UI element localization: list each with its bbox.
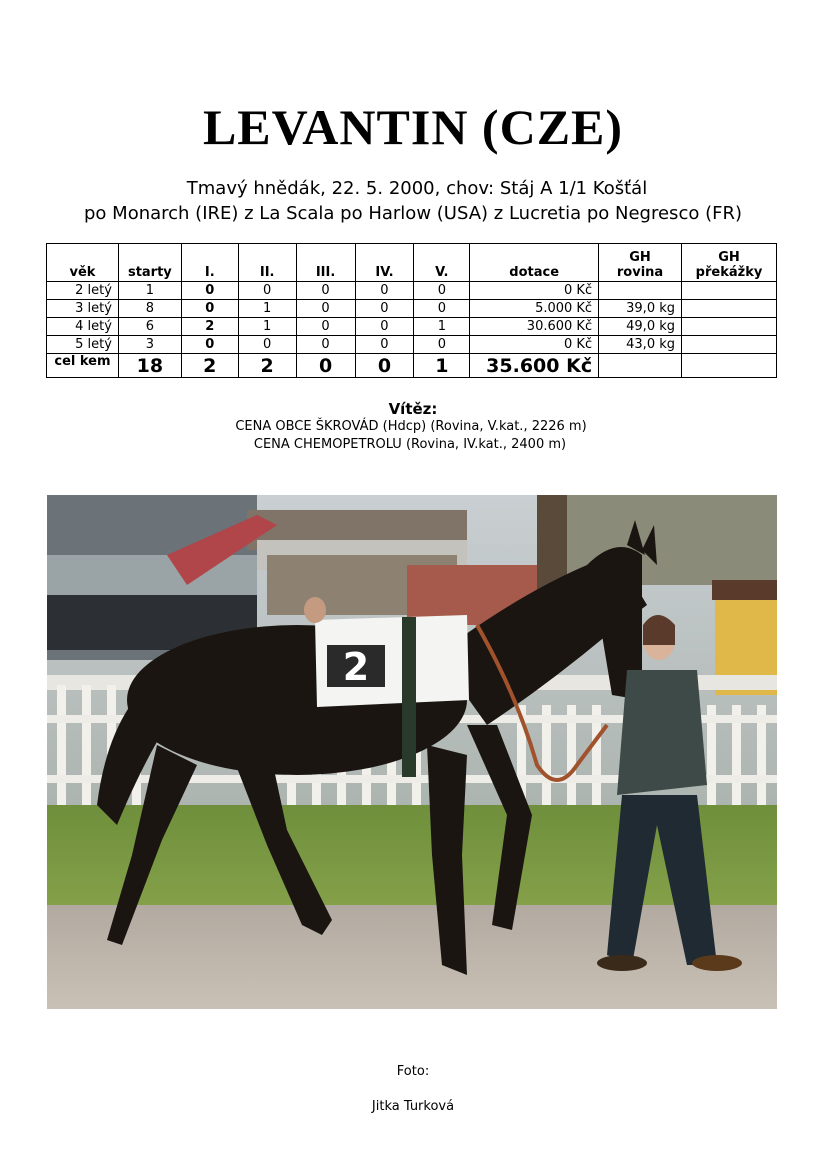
column-header: starty [118, 244, 181, 282]
total-cell: 18 [118, 354, 181, 378]
table-cell: 39,0 kg [599, 300, 682, 318]
table-cell: 0 [296, 300, 355, 318]
table-cell: 5 letý [47, 336, 119, 354]
table-cell: 3 letý [47, 300, 119, 318]
table-cell: 1 [118, 282, 181, 300]
horse-details: Tmavý hnědák, 22. 5. 2000, chov: Stáj A 1/1 Košťál [186, 178, 648, 199]
total-cell [682, 354, 777, 378]
table-cell: 43,0 kg [599, 336, 682, 354]
table-cell: 8 [118, 300, 181, 318]
winner-race-1: CENA OBCE ŠKROVÁD (Hdcp) (Rovina, V.kat., 2226 m) [235, 419, 587, 434]
table-cell: 0 [414, 300, 470, 318]
table-cell: 0 [181, 300, 238, 318]
table-cell: 2 [181, 318, 238, 336]
column-header: II. [238, 244, 296, 282]
photographer-name: Jitka Turková [371, 1099, 455, 1114]
saddle-cloth-number: 2 [342, 645, 370, 689]
photo-caption-label: Foto: [396, 1064, 430, 1079]
column-header: GH překážky [682, 244, 777, 282]
table-cell: 1 [414, 318, 470, 336]
table-row [47, 318, 777, 336]
table-cell: 30.600 Kč [470, 318, 599, 336]
column-header: věk [47, 244, 119, 282]
table-cell [682, 282, 777, 300]
table-cell: 0 Kč [470, 282, 599, 300]
table-cell: 0 [296, 336, 355, 354]
table-cell: 0 [181, 336, 238, 354]
table-cell: 49,0 kg [599, 318, 682, 336]
pedigree-line: po Monarch (IRE) z La Scala po Harlow (USA) z Lucretia po Negresco (FR) [84, 203, 742, 224]
total-cell: 2 [238, 354, 296, 378]
table-cell: 1 [238, 318, 296, 336]
table-header-row [47, 244, 777, 282]
table-cell [682, 336, 777, 354]
table-cell: 5.000 Kč [470, 300, 599, 318]
saddle-cloth [315, 615, 469, 707]
horse-photo [47, 495, 777, 1009]
column-header: V. [414, 244, 470, 282]
table-row [47, 336, 777, 354]
table-cell: 0 [181, 282, 238, 300]
table-row [47, 282, 777, 300]
total-cell [599, 354, 682, 378]
table-cell: 0 [296, 282, 355, 300]
horse-name-title: LEVANTIN (CZE) [202, 99, 624, 155]
table-cell: 4 letý [47, 318, 119, 336]
table-total-row [47, 354, 777, 378]
column-header: III. [296, 244, 355, 282]
total-cell: 0 [296, 354, 355, 378]
total-cell: 35.600 Kč [470, 354, 599, 378]
table-cell [682, 300, 777, 318]
column-header: I. [181, 244, 238, 282]
column-header: GH rovina [599, 244, 682, 282]
table-cell: 0 Kč [470, 336, 599, 354]
total-cell: 1 [414, 354, 470, 378]
table-cell: 0 [414, 282, 470, 300]
table-cell: 3 [118, 336, 181, 354]
total-cell: cel kem [47, 354, 119, 378]
table-cell [599, 282, 682, 300]
column-header: dotace [470, 244, 599, 282]
table-cell: 0 [355, 300, 414, 318]
table-cell: 1 [238, 300, 296, 318]
column-header: IV. [355, 244, 414, 282]
table-row [47, 300, 777, 318]
table-cell: 0 [355, 336, 414, 354]
winner-race-2: CENA CHEMOPETROLU (Rovina, IV.kat., 2400 m) [253, 437, 567, 452]
table-cell: 0 [238, 282, 296, 300]
table-cell: 2 letý [47, 282, 119, 300]
table-cell: 0 [355, 318, 414, 336]
table-cell: 0 [238, 336, 296, 354]
table-cell: 0 [414, 336, 470, 354]
table-cell [682, 318, 777, 336]
total-cell: 2 [181, 354, 238, 378]
table-cell: 6 [118, 318, 181, 336]
table-cell: 0 [296, 318, 355, 336]
total-cell: 0 [355, 354, 414, 378]
table-cell: 0 [355, 282, 414, 300]
winner-label: Vítěz: [388, 400, 438, 418]
racing-record-table [46, 243, 777, 378]
